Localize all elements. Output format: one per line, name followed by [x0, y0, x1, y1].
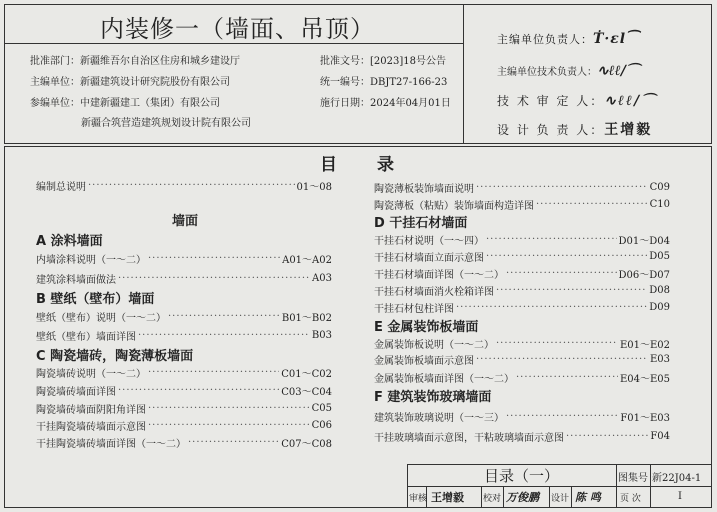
signature-mark: ∿ℓℓ∕⌒ — [597, 63, 640, 79]
page-number: I — [678, 491, 682, 502]
group-heading: 墙面 — [172, 214, 199, 229]
check-signature: 万俊鹏 — [506, 491, 539, 504]
check-label: 校对 — [483, 494, 502, 504]
toc-entry[interactable]: 陶瓷薄板装饰墙面说明 ····· C09 — [374, 180, 670, 194]
page-label: 页 次 — [620, 494, 641, 504]
footer-mid-line — [407, 486, 712, 487]
toc-entry[interactable]: 干挂陶瓷墙砖墙面详图（一～二） ····· C07～C08 — [36, 435, 332, 449]
section-heading-f: F 建筑装饰玻璃墙面 — [374, 390, 492, 405]
atlas-label: 图集号 — [618, 473, 648, 484]
approval-no: 批准文号：[2023]18号公告 — [320, 56, 446, 67]
document-title: 内装修一（墙面、吊顶） — [100, 15, 375, 43]
signature-chief-unit: 主编单位负责人：Ṫ·ɛl⁀ — [497, 31, 639, 47]
toc-entry[interactable]: 干挂石材墙面详图（一～二） ····· D06～D07 — [374, 266, 670, 280]
signature-mark: Ṫ·ɛl⁀ — [593, 31, 639, 47]
section-heading-a: A 涂料墙面 — [36, 234, 103, 249]
participant-unit-2: 新疆合筑营造建筑规划设计院有限公司 — [81, 118, 251, 129]
footer-sep-4 — [481, 486, 482, 508]
section-heading-b: B 壁纸（壁布）墙面 — [36, 292, 155, 307]
toc-entry[interactable]: 金属装饰板说明（一～二） ····· E01～E02 — [374, 336, 670, 350]
toc-entry[interactable]: 建筑涂料墙面做法 ····· A03 — [36, 271, 332, 285]
design-signature: 陈 鸣 — [575, 491, 601, 504]
toc-entry[interactable]: 陶瓷墙砖说明（一～二） ····· C01～C02 — [36, 365, 332, 379]
atlas-number: 新22J04-1 — [652, 473, 702, 484]
toc-entry[interactable]: 干挂石材说明（一～四） ····· D01～D04 — [374, 232, 670, 246]
footer-sep-7 — [571, 486, 572, 508]
toc-entry[interactable]: 内墙涂料说明（一～二） ····· A01～A02 — [36, 251, 332, 265]
toc-entry[interactable]: 壁纸（壁布）墙面详图 ····· B03 — [36, 328, 332, 342]
toc-entry[interactable]: 陶瓷墙砖墙面详图 ····· C03～C04 — [36, 383, 332, 397]
toc-entry[interactable]: 陶瓷薄板（粘贴）装饰墙面构造详图 ····· C10 — [374, 197, 670, 211]
signature-design-lead: 设 计 负 责 人：王增毅 — [497, 122, 653, 138]
signature-reviewer: 技 术 审 定 人：∿ℓℓ∕⌒ — [497, 93, 658, 109]
review-label: 审核 — [409, 494, 428, 504]
signature-mark: 王增毅 — [604, 122, 653, 138]
toc-entry[interactable]: 壁纸（壁布）说明（一～二） ····· B01～B02 — [36, 309, 332, 323]
unified-no: 统一编号：DBJT27-166-23 — [320, 77, 448, 88]
toc-entry[interactable]: 建筑装饰玻璃说明（一～三） ····· F01～E03 — [374, 409, 670, 423]
toc-entry[interactable]: 金属装饰板墙面示意图 ····· E03 — [374, 352, 670, 366]
footer-title: 目录（一） — [484, 467, 560, 485]
signature-tech-lead: 主编单位技术负责人：∿ℓℓ∕⌒ — [497, 63, 640, 79]
approve-dept: 批准部门：新疆维吾尔自治区住房和城乡建设厅 — [30, 56, 240, 67]
section-heading-d: D 干挂石材墙面 — [374, 216, 468, 231]
toc-entry[interactable]: 干挂石材墙面消火栓箱详图 ····· D08 — [374, 283, 670, 297]
review-signature: 王增毅 — [431, 491, 464, 504]
footer-sep-5 — [503, 486, 504, 508]
footer-sep-6 — [549, 486, 550, 508]
toc-entry[interactable]: 干挂玻璃墙面示意图，干粘玻璃墙面示意图 ····· F04 — [374, 429, 670, 443]
section-heading-e: E 金属装饰板墙面 — [374, 320, 479, 335]
signature-mark: ∿ℓℓ∕⌒ — [604, 93, 658, 109]
toc-entry[interactable]: 金属装饰板墙面详图（一～二） ····· E04～E05 — [374, 370, 670, 384]
footer-sep-1 — [616, 464, 617, 508]
toc-entry[interactable]: 陶瓷墙砖墙面阴阳角详图 ····· C05 — [36, 401, 332, 415]
footer-sep-2 — [650, 464, 651, 508]
effective-date: 施行日期：2024年04月01日 — [320, 98, 451, 109]
toc-heading: 目录 — [320, 155, 434, 175]
design-label: 设计 — [551, 494, 570, 504]
chief-unit: 主编单位：新疆建筑设计研究院股份有限公司 — [30, 77, 230, 88]
header-divider — [463, 4, 464, 144]
toc-entry[interactable]: 编制总说明 ····· 01～08 — [36, 178, 332, 192]
toc-entry[interactable]: 干挂石材墙面立面示意图 ····· D05 — [374, 249, 670, 263]
toc-entry[interactable]: 干挂陶瓷墙砖墙面示意图 ····· C06 — [36, 418, 332, 432]
footer-top-line — [407, 464, 712, 465]
participant-unit: 参编单位：中建新疆建工（集团）有限公司 — [30, 98, 220, 109]
toc-entry[interactable]: 干挂石材包柱详图 ····· D09 — [374, 300, 670, 314]
footer-left-line — [407, 464, 408, 508]
section-heading-c: C 陶瓷墙砖，陶瓷薄板墙面 — [36, 349, 194, 364]
